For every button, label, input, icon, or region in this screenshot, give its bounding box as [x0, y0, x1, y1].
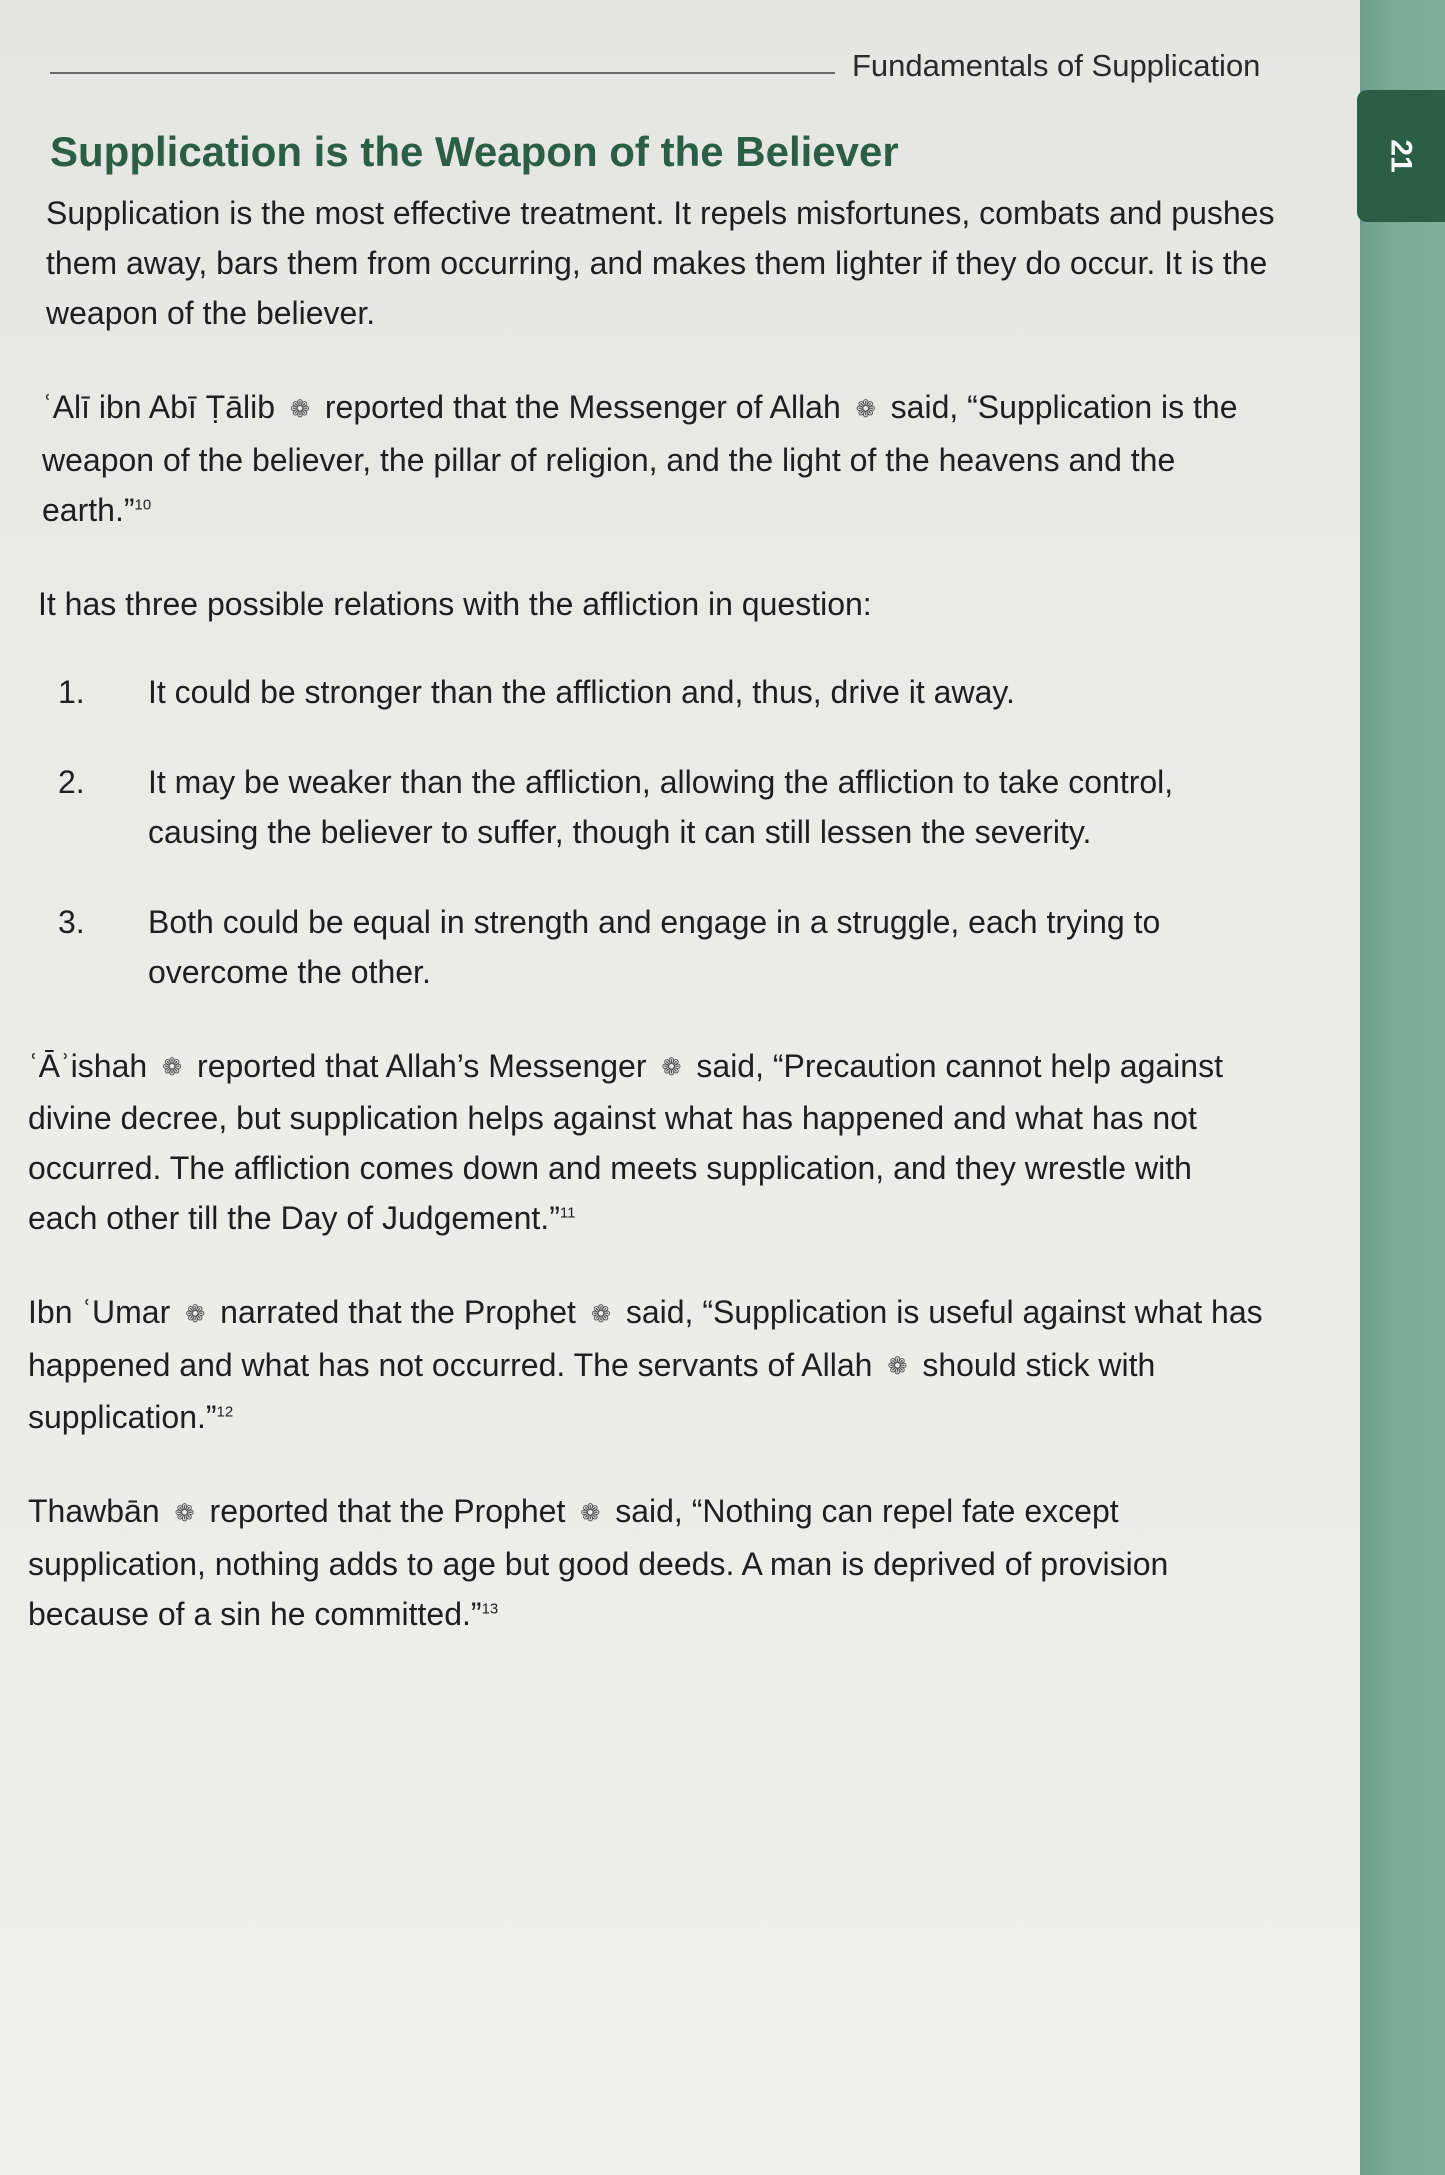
honorific-icon: ❁ [289, 395, 310, 423]
page-content [28, 128, 1290, 1683]
relations-intro: It has three possible relations with the affliction in question: [38, 585, 872, 622]
honorific-icon: ❁ [590, 1300, 611, 1328]
section-title: Supplication is the Weapon of the Believer [50, 128, 899, 175]
text-segment: said, “Nothing can repel fate except supplication, nothing adds to age but good deeds. A man is deprived of provision because of a sin he committed.” [28, 1493, 1169, 1632]
list-number: 3. [58, 903, 85, 940]
text-segment: reported that the Prophet [209, 1493, 566, 1530]
list-text: It could be stronger than the affliction and, thus, drive it away. [148, 673, 1015, 710]
honorific-icon: ❁ [855, 395, 876, 423]
list-text: Both could be equal in strength and engage in a struggle, each trying to overcome the other. [148, 903, 1161, 990]
honorific-icon: ❁ [174, 1499, 195, 1527]
text-segment: reported that the Messenger of Allah [324, 389, 841, 425]
text-segment: should stick with supplication.” [28, 1346, 1156, 1436]
page-number-tab [1357, 90, 1445, 222]
page-number: 21 [1385, 139, 1418, 173]
list-item [58, 667, 1290, 717]
list-text: It may be weaker than the affliction, allowing the affliction to take control, causing the believer to suffer, though it can still lessen the severity. [148, 763, 1174, 850]
green-page-edge [1360, 0, 1445, 2175]
relations-list [58, 667, 1290, 997]
hadith-thawban-paragraph [28, 1486, 1270, 1639]
text-segment: said, “Precaution cannot help against divine decree, but supplication helps against what has happened and what has not occurred. The affliction comes down and meets supplication, and they wrestle with each other till the Day of Judgement.” [28, 1047, 1223, 1237]
text-segment: ʿĀʾishah [28, 1047, 148, 1084]
running-title: Fundamentals of Supplication [852, 48, 1261, 83]
text-segment: said, “Supplication is useful against what has happened and what has not occurred. The servants of Allah [28, 1294, 1263, 1383]
text-segment: said, “Supplication is the weapon of the believer, the pillar of religion, and the light of the heavens and the earth.” [42, 389, 1238, 528]
list-item [58, 897, 1290, 997]
honorific-icon: ❁ [661, 1054, 682, 1082]
text-segment: ʿAlī ibn Abī Ṭālib [42, 389, 275, 425]
footnote-ref: 11 [559, 1204, 576, 1222]
footnote-ref: 13 [481, 1600, 499, 1618]
header-rule [50, 72, 835, 74]
text-segment: reported that Allah’s Messenger [197, 1047, 647, 1084]
intro-paragraph: Supplication is the most effective treatment. It repels misfortunes, combats and pushes them away, bars them from occurring, and makes them lighter if they do occur. It is the weapon of the believer. [46, 195, 1275, 331]
text-segment: Ibn ʿUmar [28, 1294, 171, 1331]
honorific-icon: ❁ [185, 1300, 206, 1328]
list-item [58, 757, 1290, 857]
hadith-umar-paragraph [28, 1287, 1270, 1442]
list-number: 1. [58, 673, 85, 710]
hadith-aishah-paragraph [28, 1041, 1270, 1244]
honorific-icon: ❁ [162, 1054, 183, 1082]
footnote-ref: 12 [216, 1403, 234, 1421]
honorific-icon: ❁ [580, 1499, 601, 1527]
honorific-icon: ❁ [887, 1353, 908, 1381]
text-segment: Thawbān [28, 1493, 160, 1530]
hadith-ali-paragraph [42, 382, 1290, 535]
text-segment: narrated that the Prophet [220, 1294, 576, 1331]
list-number: 2. [58, 763, 85, 800]
footnote-ref: 10 [134, 495, 152, 513]
